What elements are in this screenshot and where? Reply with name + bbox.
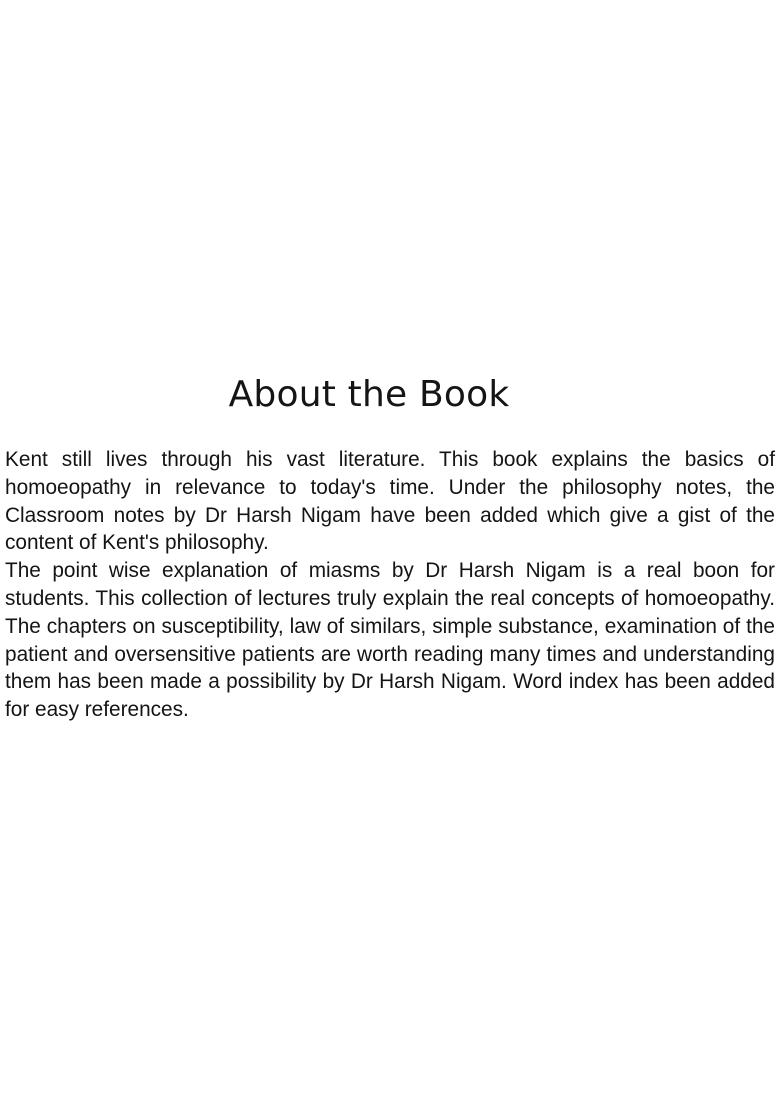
paragraph-intro: Kent still lives through his vast literature. This book explains the basics of homoeopathy in relevance to today's time. Under the philosophy notes, the Classroom notes by Dr Harsh Nigam have been added which give a gist of the content of Kent's philosophy.	[5, 448, 775, 555]
about-text-block	[5, 446, 775, 724]
paragraph-details: The point wise explanation of miasms by Dr Harsh Nigam is a real boon for students. This collection of lectures truly explain the real concepts of homoeopathy. The chapters on susceptibility, law of similars, simple substance, examination of the patient and oversensitive patients are worth reading many times and understanding them has been made a possibility by Dr Harsh Nigam. Word index has been added for easy references.	[5, 559, 775, 722]
page-title: About the Book	[228, 374, 510, 415]
